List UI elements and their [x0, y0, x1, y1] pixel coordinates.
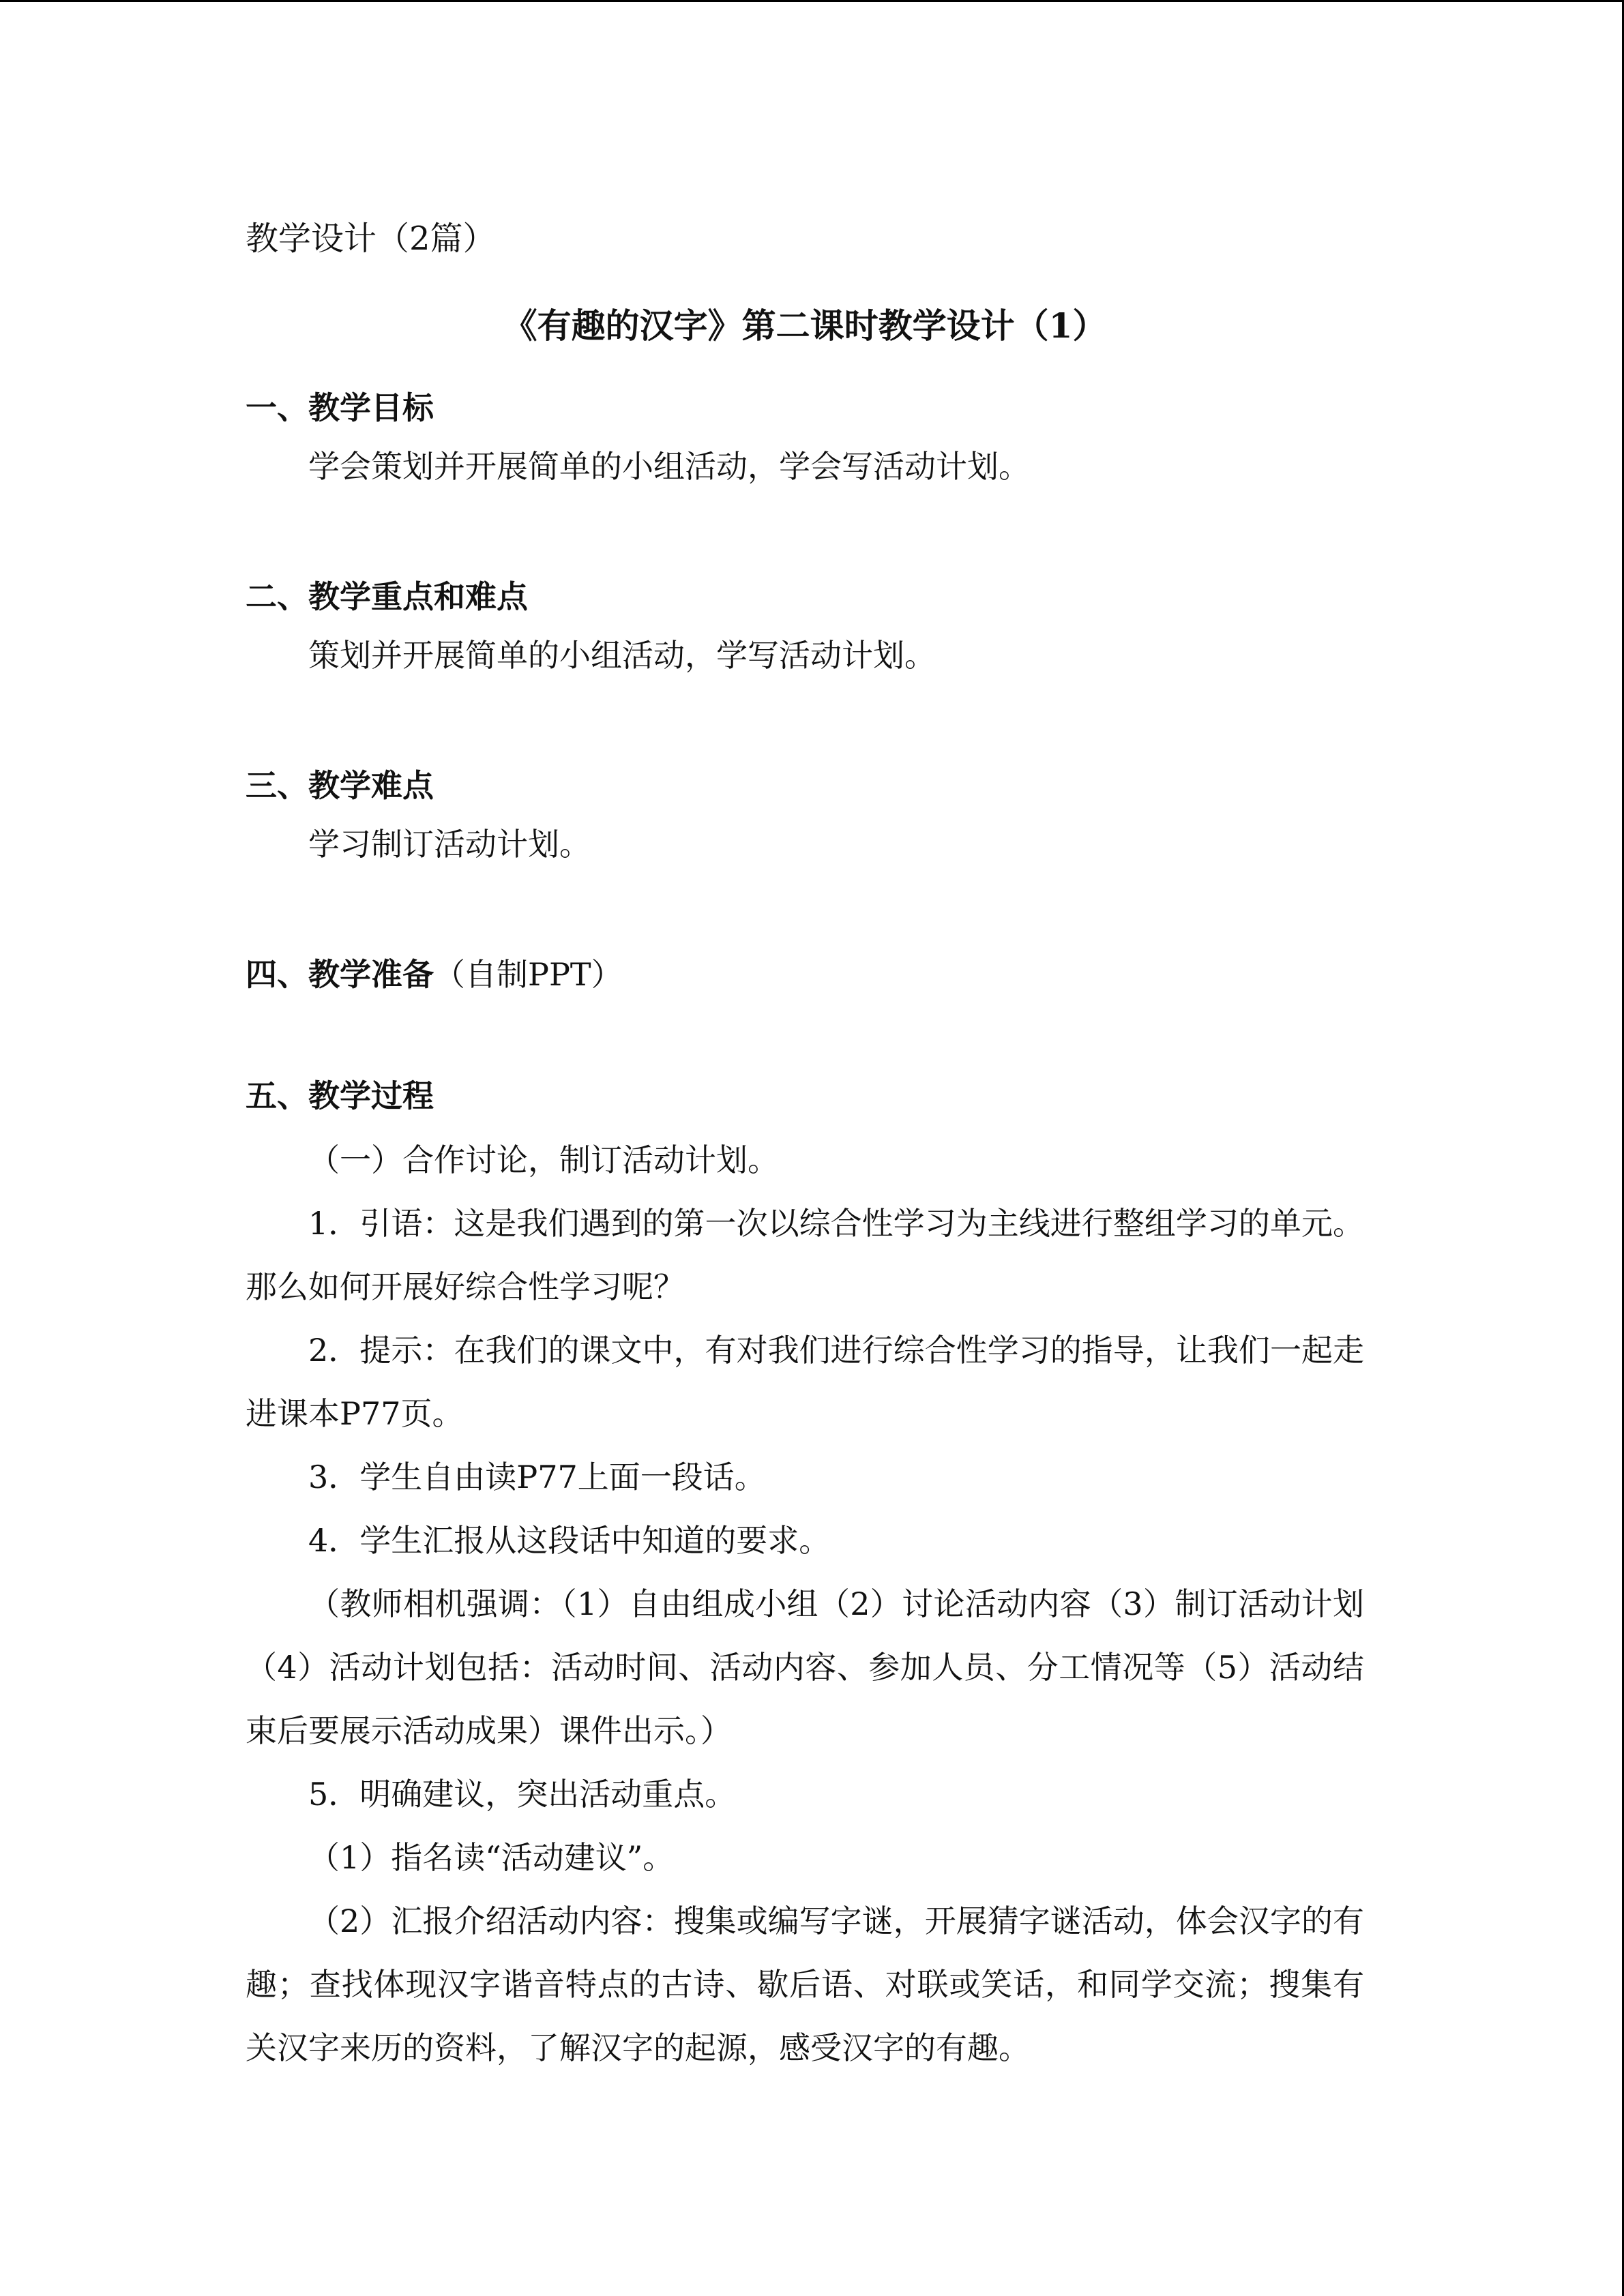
- section-heading-preparation-note: （自制PPT）: [434, 956, 623, 993]
- section-heading-preparation-label: 四、教学准备: [246, 956, 434, 993]
- process-paragraph: 3．学生自由读P77上面一段话。: [308, 1459, 766, 1495]
- section-body-difficulties: 学习制订活动计划。: [308, 826, 591, 863]
- document-title: 《有趣的汉字》第二课时教学设计（1）: [503, 305, 1107, 346]
- process-paragraph: （教师相机强调：（1）自由组成小组（2）讨论活动内容（3）制订活动计划（4）活动计划包括：活动时间、活动内容、参加人员、分工情况等（5）活动结束后要展示活动成果）课件出示。）: [246, 1585, 1364, 1749]
- process-paragraph: 2．提示：在我们的课文中，有对我们进行综合性学习的指导，让我们一起走进课本P77页。: [246, 1332, 1364, 1432]
- page-border-top: [0, 0, 1624, 2]
- process-paragraph: （1）指名读“活动建议”。: [308, 1839, 675, 1876]
- process-paragraph: 1．引语：这是我们遇到的第一次以综合性学习为主线进行整组学习的单元。那么如何开展好综合性学习呢？: [246, 1205, 1364, 1305]
- section-heading-process: 五、教学过程: [246, 1077, 434, 1114]
- section-heading-objectives: 一、教学目标: [246, 389, 434, 426]
- section-body-key-points: 策划并开展简单的小组活动，学写活动计划。: [308, 637, 936, 674]
- document-heading: 教学设计（2篇）: [246, 220, 496, 258]
- process-paragraph: （2）汇报介绍活动内容：搜集或编写字谜，开展猜字谜活动，体会汉字的有趣；查找体现汉字谐音特点的古诗、歇后语、对联或笑话，和同学交流；搜集有关汉字来历的资料，了解汉字的起源，感受汉字的有趣。: [246, 1903, 1364, 2066]
- process-paragraph: 5．明确建议，突出活动重点。: [308, 1776, 737, 1813]
- section-body-objectives: 学会策划并开展简单的小组活动，学会写活动计划。: [308, 448, 1030, 485]
- section-heading-key-points: 二、教学重点和难点: [246, 578, 528, 615]
- section-heading-difficulties: 三、教学难点: [246, 767, 434, 804]
- process-paragraph: 4．学生汇报从这段话中知道的要求。: [308, 1522, 831, 1559]
- document-body: [246, 211, 1364, 2080]
- section-heading-preparation: [246, 947, 1364, 1002]
- process-paragraph: （一）合作讨论，制订活动计划。: [308, 1142, 779, 1178]
